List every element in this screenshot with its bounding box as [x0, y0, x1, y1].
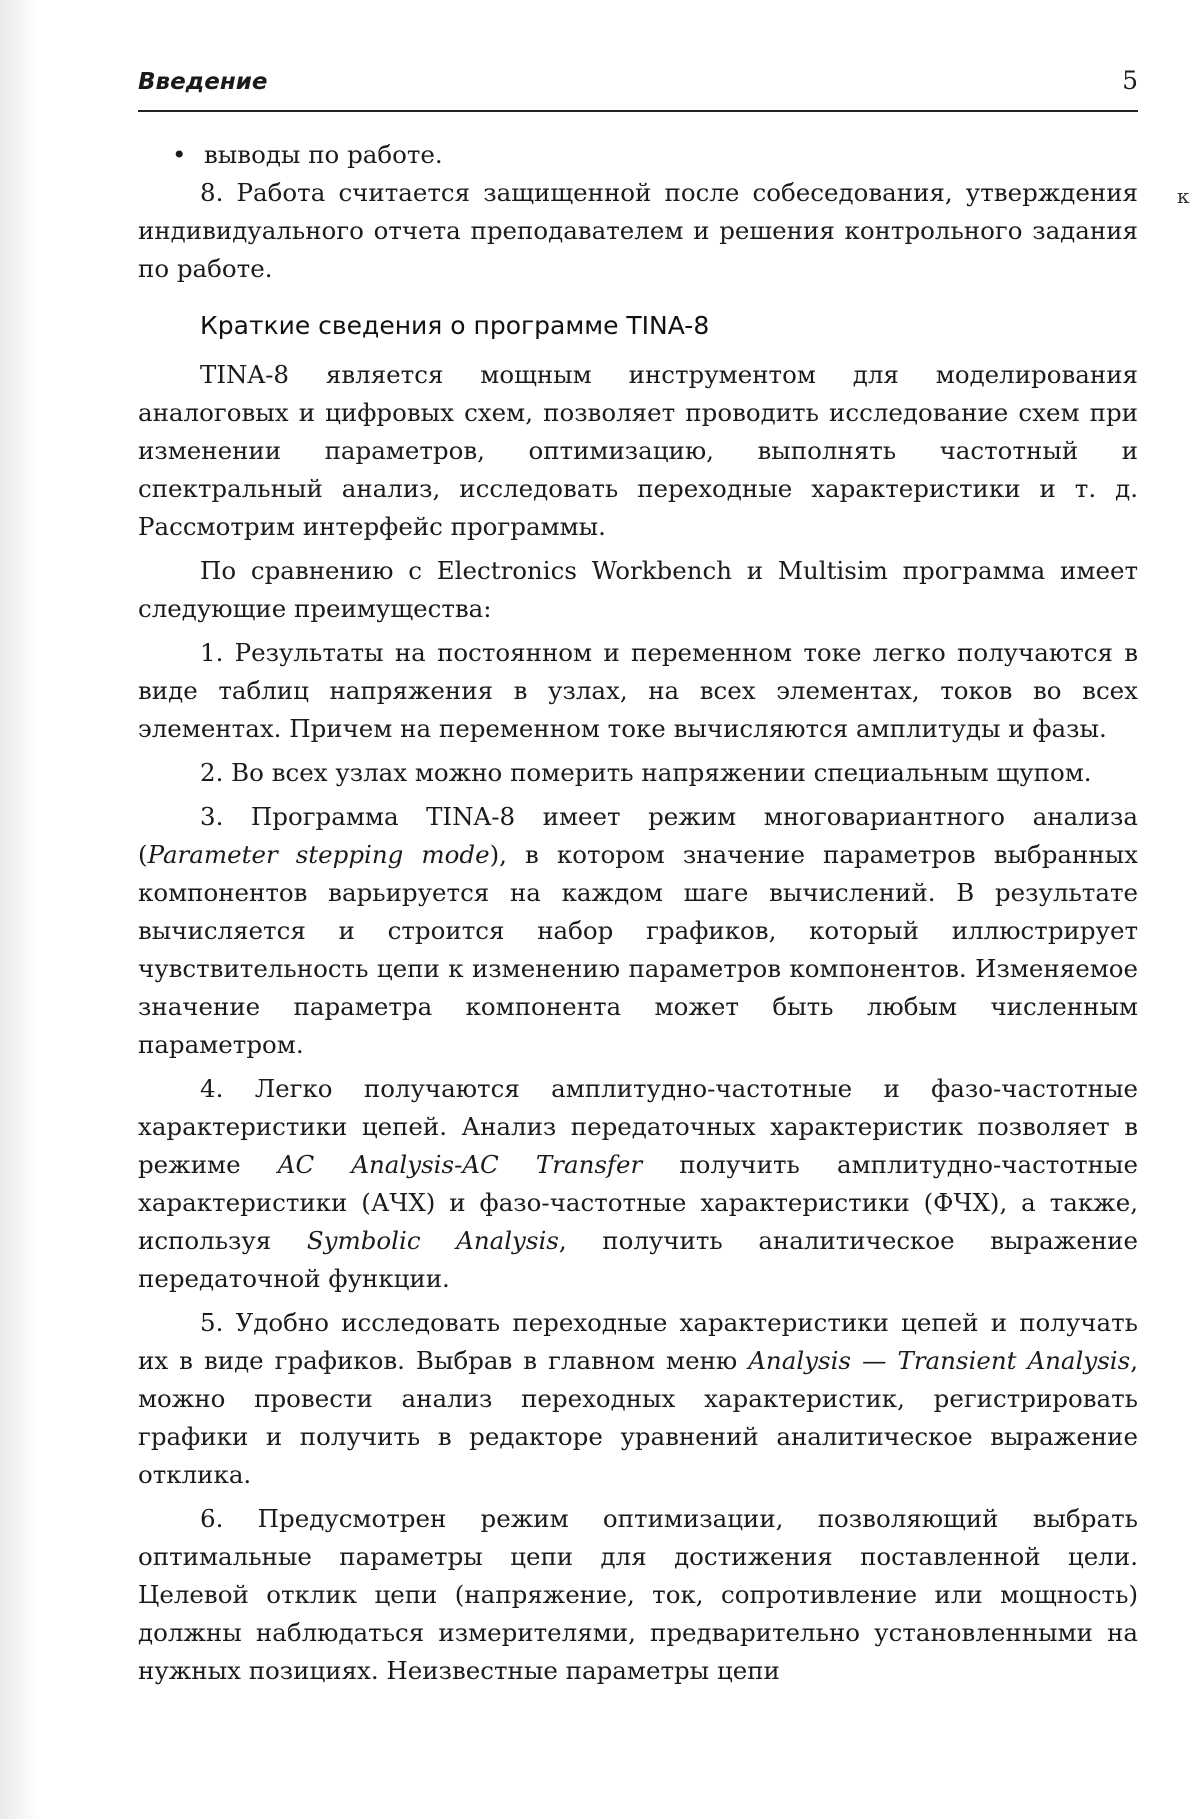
paragraph-item-3 — [138, 798, 1138, 1064]
paragraph-item-2: 2. Во всех узлах можно померить напряжении специальным щупом. — [200, 758, 1092, 787]
scan-edge-shadow — [0, 0, 40, 1819]
item-5-menu: Analysis — Transient Analysis — [748, 1346, 1131, 1375]
paragraph-item-5 — [138, 1304, 1138, 1494]
item-5-text-b: , можно провести анализ переходных характеристик, регистрировать графики и получить в редакторе уравнений аналитическое выражение отклика. — [138, 1346, 1138, 1489]
page — [138, 66, 1138, 1690]
paragraph-item-1: 1. Результаты на постоянном и переменном токе легко получаются в виде таблиц напряжения в узлах, на всех элементах, токов во всех элементах. Причем на переменном токе вычисляются амплитуды и фазы. — [138, 638, 1138, 743]
paragraph-item-8: 8. Работа считается защищенной после собеседования, утверждения индивидуального отчета преподавателем и решения контрольного задания по работе. — [138, 178, 1138, 283]
item-4-text-a: 4. Легко получаются амплитудно-частотные и фазо-частотные характеристики цепей. Анализ передаточных характеристик позволяет в режиме — [138, 1074, 1138, 1179]
item-3-mode: Parameter stepping mode — [147, 840, 490, 869]
page-body — [138, 136, 1138, 1690]
bullet-marker: • — [172, 140, 187, 169]
paragraph-comparison: По сравнению с Electronics Workbench и Multisim программа имеет следующие преимущества: — [138, 556, 1138, 623]
item-4-text-b: получить амплитудно-частотные характеристики (АЧХ) и фазо-частотные характеристики (ФЧХ), а также, используя — [138, 1150, 1138, 1255]
item-3-text-b: ), в котором значение параметров выбранных компонентов варьируется на каждом шаге вычислений. В результате вычисляется и строится набор графиков, который иллюстрирует чувствительность цепи к изменению параметров компонентов. Изменяемое значение параметра компонента может быть любым численным параметром. — [138, 840, 1139, 1059]
item-4-mode-2: Symbolic Analysis — [306, 1226, 559, 1255]
paragraph-item-4 — [138, 1070, 1138, 1298]
item-4-mode-1: AC Analysis-AC Transfer — [277, 1150, 643, 1179]
chapter-title: Введение — [138, 69, 268, 95]
item-3-text-a: 3. Программа TINA-8 имеет режим многовариантного анализа ( — [138, 802, 1138, 869]
running-head — [138, 66, 1138, 112]
paragraph-intro: TINA-8 является мощным инструментом для моделирования аналоговых и цифровых схем, позволяет проводить исследование схем при изменении параметров, оптимизацию, выполнять частотный и спектральный анализ, исследовать переходные характеристики и т. д. Рассмотрим интерфейс программы. — [138, 360, 1138, 541]
item-5-text-a: 5. Удобно исследовать переходные характеристики цепей и получать их в виде графиков. Выбрав в главном меню — [138, 1308, 1138, 1375]
paragraph-item-6: 6. Предусмотрен режим оптимизации, позволяющий выбрать оптимальные параметры цепи для достижения поставленной цели. Целевой отклик цепи (напряжение, ток, сопротивление или мощность) должны наблюдаться измерителями, предварительно установленными на нужных позициях. Неизвестные параметры цепи — [138, 1504, 1138, 1685]
item-4-text-c: , получить аналитическое выражение передаточной функции. — [138, 1226, 1138, 1293]
section-heading: Краткие сведения о программе TINA-8 — [200, 311, 710, 340]
bullet-text: выводы по работе. — [204, 140, 443, 169]
margin-mark: к — [1177, 184, 1190, 208]
bullet-item — [138, 136, 1138, 174]
page-number: 5 — [1122, 66, 1138, 95]
